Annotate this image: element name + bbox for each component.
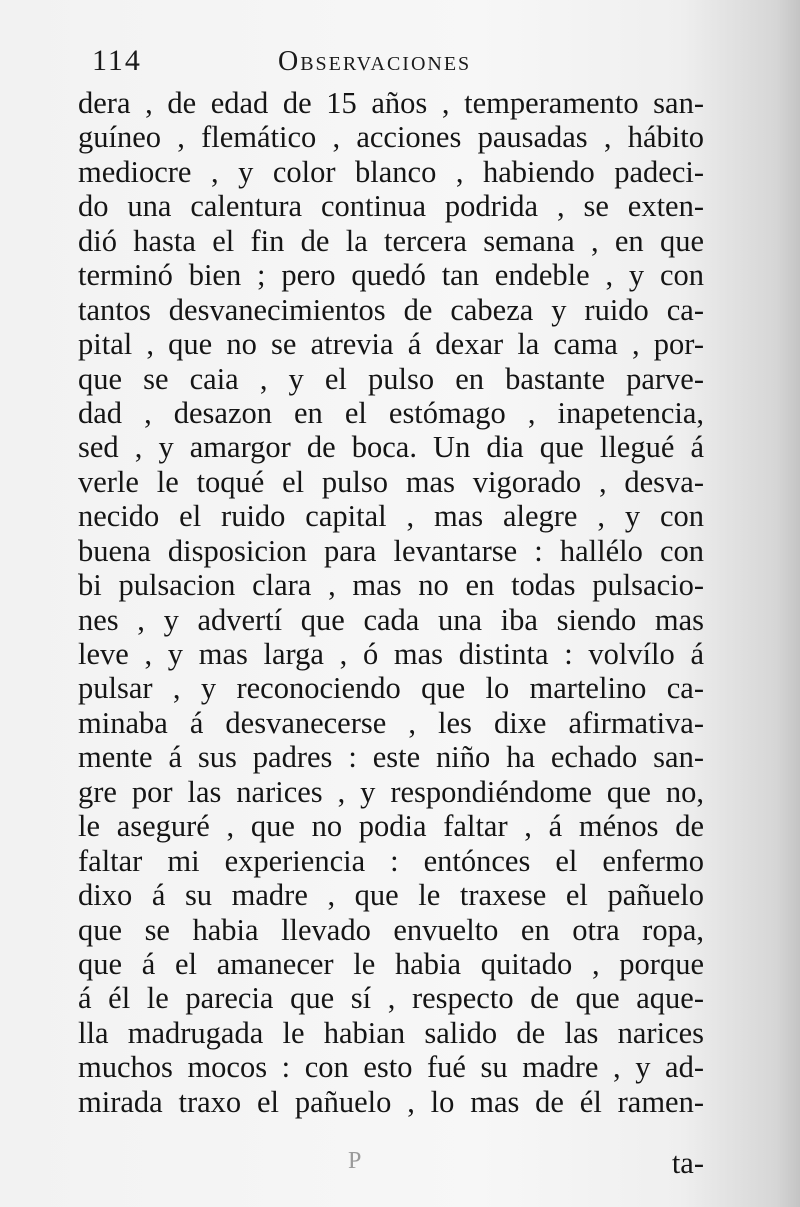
- text-line: que se caia , y el pulso en bastante parve-: [78, 361, 704, 396]
- text-line: dera , de edad de 15 años , temperamento san-: [78, 86, 704, 120]
- text-line: faltar mi experiencia : entónces el enfermo: [78, 843, 704, 878]
- page-footer: [78, 1146, 704, 1186]
- text-line: dió hasta el fin de la tercera semana , en que: [78, 223, 704, 258]
- text-line: pital , que no se atrevia á dexar la cama , por-: [78, 327, 704, 362]
- text-line: bi pulsacion clara , mas no en todas pulsacio-: [78, 568, 704, 603]
- text-line: lla madrugada le habian salido de las narices: [78, 1015, 704, 1050]
- text-line: sed , y amargor de boca. Un dia que llegué á: [78, 430, 704, 465]
- signature-mark: P: [348, 1148, 362, 1174]
- page-header: [92, 44, 512, 84]
- page-number: 114: [92, 44, 142, 77]
- catchword: ta-: [671, 1146, 704, 1180]
- text-line: dixo á su madre , que le traxese el pañuelo: [78, 878, 704, 913]
- text-line: minaba á desvanecerse , les dixe afirmativa-: [78, 705, 704, 740]
- text-line: que á el amanecer le habia quitado , porque: [78, 946, 704, 981]
- text-line: mediocre , y color blanco , habiendo padeci-: [78, 154, 704, 189]
- text-line: nes , y advertí que cada una iba siendo mas: [78, 602, 704, 637]
- text-line: le aseguré , que no podia faltar , á ménos de: [78, 809, 704, 844]
- text-line: leve , y mas larga , ó mas distinta : volvílo á: [78, 637, 704, 671]
- text-line: mente á sus padres : este niño ha echado san-: [78, 740, 704, 775]
- running-head: Observaciones: [278, 46, 472, 77]
- text-line: muchos mocos : con esto fué su madre , y ad-: [78, 1050, 704, 1085]
- text-line: gre por las narices , y respondiéndome que no,: [78, 774, 704, 809]
- text-line: necido el ruido capital , mas alegre , y con: [78, 499, 704, 534]
- text-line: dad , desazon en el estómago , inapetencia,: [78, 395, 704, 430]
- text-line: do una calentura continua podrida , se exten-: [78, 189, 704, 224]
- text-line: mirada traxo el pañuelo , lo mas de él ramen-: [78, 1084, 704, 1119]
- text-line: tantos desvanecimientos de cabeza y ruido ca-: [78, 292, 704, 327]
- text-line: á él le parecia que sí , respecto de que aque-: [78, 981, 704, 1016]
- text-line: guíneo , flemático , acciones pausadas , hábito: [78, 120, 704, 155]
- text-line: pulsar , y reconociendo que lo martelino ca-: [78, 671, 704, 706]
- text-line: buena disposicion para levantarse : hallélo con: [78, 533, 704, 568]
- text-line: terminó bien ; pero quedó tan endeble , y con: [78, 258, 704, 293]
- text-line: verle le toqué el pulso mas vigorado , desva-: [78, 464, 704, 499]
- text-line: que se habia llevado envuelto en otra ropa,: [78, 912, 704, 947]
- body-text: [78, 86, 704, 1119]
